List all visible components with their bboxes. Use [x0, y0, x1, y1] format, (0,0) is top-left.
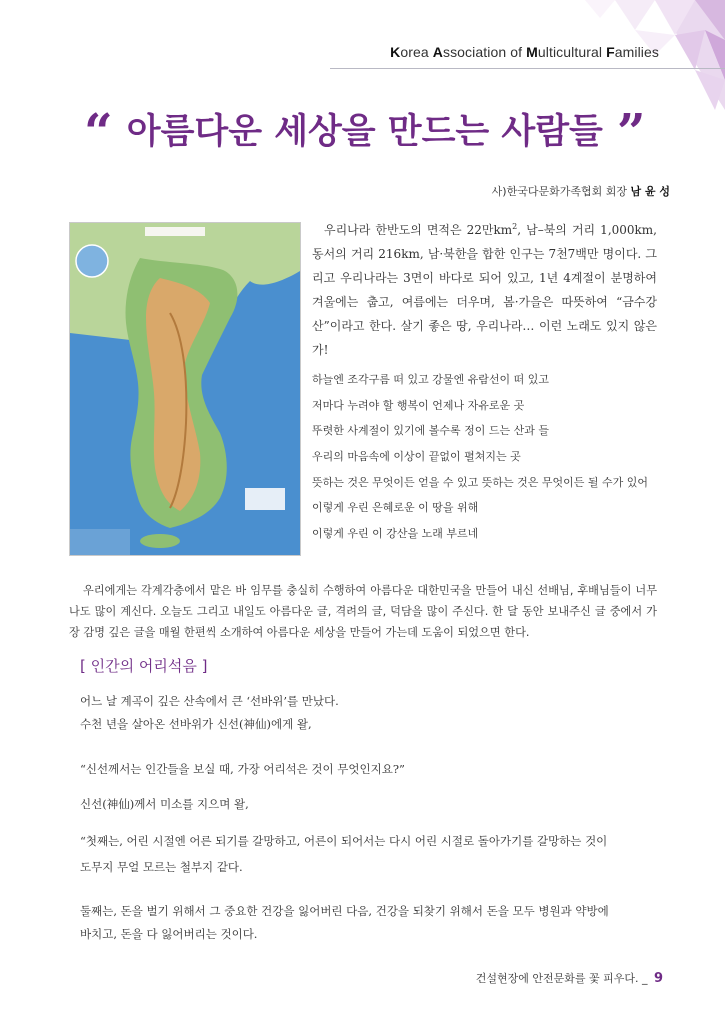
lyric-line: 저마다 누려야 할 행복이 언제나 자유로운 곳	[312, 398, 525, 412]
story-line: 둘째는, 돈을 벌기 위해서 그 중요한 건강을 잃어버린 다음, 건강을 되찾기 위해서 돈을 모두 병원과 약방에	[80, 904, 609, 918]
lyric-line: 우리의 마음속에 이상이 끝없이 펼쳐지는 곳	[312, 450, 521, 464]
story-line: 도무지 무얼 모르는 철부지 같다.	[80, 860, 243, 874]
lyric-line: 뜻하는 것은 무엇이든 얻을 수 있고 뜻하는 것은 무엇이든 될 수가 있어	[312, 475, 648, 489]
article-title	[84, 104, 644, 160]
story-line: “신선께서는 인간들을 보실 때, 가장 어리석은 것이 무엇인지요?”	[80, 762, 405, 776]
section-heading: [ 인간의 어리석음 ]	[80, 657, 208, 675]
header-organization: Korea Association of Multicultural Families	[390, 44, 659, 60]
article-title-text: 아름다운 세상을 만드는 사람들	[126, 111, 603, 152]
song-lyrics	[312, 371, 662, 551]
header-divider	[330, 68, 725, 69]
story-line: 어느 날 계곡이 깊은 산속에서 큰 ‘선바위’를 만났다.	[80, 694, 339, 708]
page-number: 9	[653, 971, 663, 986]
author-byline: 사)한국다문화가족협회 회장 남 윤 성	[491, 185, 670, 198]
korea-map-image	[69, 222, 301, 556]
lyric-line: 뚜렷한 사계절이 있기에 볼수록 정이 드는 산과 들	[312, 424, 549, 438]
author-name: 남 윤 성	[630, 185, 670, 198]
story-line: 신선(神仙)께서 미소를 지으며 왈,	[80, 797, 249, 811]
summary-paragraph: 우리에게는 각계각층에서 맡은 바 임무를 충실히 수행하여 아름다운 대한민국을 만들어 내신 선배님, 후배님들이 너무나도 많이 계신다. 오늘도 그리고 내일도 아름다운 글, 격려의 글, 덕담을 많이 주신다. 한 달 동안 보내주신 글 중에서 가장 감명 깊은 글을 매월 한편씩 소개하여 아름다운 세상을 만들어 가는데 도움이 되었으면 한다.	[69, 584, 657, 639]
intro-paragraph: 우리나라 한반도의 면적은 22만$km^2$, 남–북의 거리 1,000km, 동서의 거리 216km, 남·북한을 합한 인구는 7천7백만 명이다. 그리고 우리나라는 3면이 바다로 되어 있고, 1년 4계절이 분명하여 겨울에는 춥고, 여름에는 더우며, 봄·가을은 따뜻하여 “금수강산”이라고 한다. 살기 좋은 땅, 우리나라… 이런 노래도 있지 않은가!	[312, 222, 657, 357]
page-footer: 건설현장에 안전문화를 꽃 피우다. _ 9	[475, 971, 663, 986]
lyric-line: 이렇게 우린 이 강산을 노래 부르네	[312, 527, 479, 541]
story-line: “첫째는, 어린 시절엔 어른 되기를 갈망하고, 어른이 되어서는 다시 어린 시절로 돌아가기를 갈망하는 것이	[80, 834, 608, 848]
story-line: 바치고, 돈을 다 잃어버리는 것이다.	[80, 927, 258, 941]
lyric-line: 하늘엔 조각구름 떠 있고 강물엔 유람선이 떠 있고	[312, 373, 549, 386]
open-quote-mark: “	[84, 102, 113, 161]
lyric-line: 이렇게 우린 은혜로운 이 땅을 위해	[312, 501, 479, 515]
story-line: 수천 년을 살아온 선바위가 신선(神仙)에게 왈,	[80, 717, 312, 731]
close-quote-mark: ”	[616, 102, 646, 161]
